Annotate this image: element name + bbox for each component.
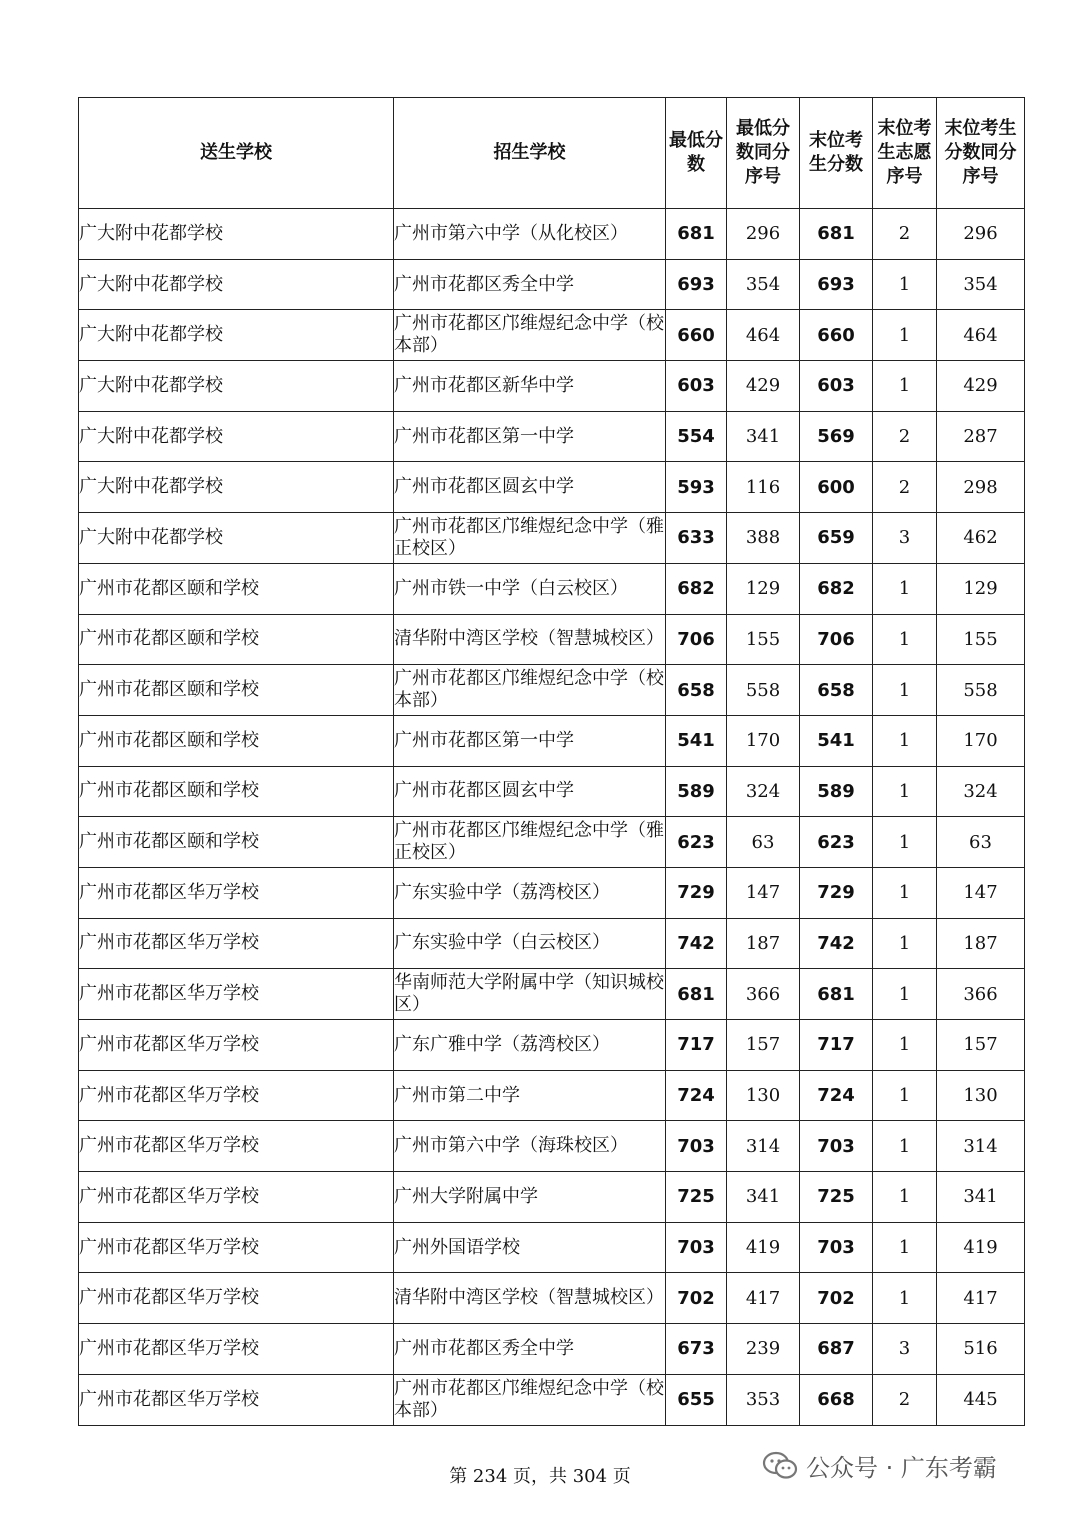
cell-send-school: 广大附中花都学校 — [79, 411, 394, 462]
cell-min-score: 703 — [666, 1121, 727, 1172]
cell-recv-school: 广州市花都区邝维煜纪念中学（校本部） — [394, 665, 666, 716]
cell-min-same-rank: 429 — [727, 361, 800, 412]
cell-recv-school: 广东实验中学（白云校区） — [394, 918, 666, 969]
cell-send-school: 广大附中花都学校 — [79, 462, 394, 513]
cell-last-same-rank: 354 — [937, 259, 1025, 310]
cell-last-score: 660 — [800, 310, 873, 361]
table-row — [79, 1020, 1025, 1071]
cell-last-score: 623 — [800, 817, 873, 868]
cell-last-same-rank: 429 — [937, 361, 1025, 412]
watermark-text: 公众号 · 广东考霸 — [806, 1454, 997, 1482]
cell-last-pref: 1 — [873, 766, 937, 817]
cell-min-same-rank: 341 — [727, 411, 800, 462]
cell-last-pref: 3 — [873, 1324, 937, 1375]
cell-send-school: 广州市花都区颐和学校 — [79, 665, 394, 716]
admission-table — [78, 97, 1025, 1426]
cell-min-score: 603 — [666, 361, 727, 412]
cell-recv-school: 广州市铁一中学（白云校区） — [394, 563, 666, 614]
cell-last-same-rank: 287 — [937, 411, 1025, 462]
table-row — [79, 1222, 1025, 1273]
header-send-school: 送生学校 — [79, 98, 394, 209]
cell-send-school: 广大附中花都学校 — [79, 361, 394, 412]
cell-recv-school: 广州市花都区第一中学 — [394, 411, 666, 462]
cell-last-same-rank: 558 — [937, 665, 1025, 716]
cell-last-score: 682 — [800, 563, 873, 614]
cell-recv-school: 广州市花都区邝维煜纪念中学（雅正校区） — [394, 817, 666, 868]
table-row — [79, 411, 1025, 462]
cell-min-same-rank: 341 — [727, 1172, 800, 1223]
cell-min-score: 682 — [666, 563, 727, 614]
table-row — [79, 766, 1025, 817]
cell-min-score: 706 — [666, 614, 727, 665]
cell-send-school: 广州市花都区华万学校 — [79, 1020, 394, 1071]
table-row — [79, 614, 1025, 665]
cell-min-same-rank: 353 — [727, 1374, 800, 1425]
watermark — [762, 1448, 997, 1483]
cell-min-score: 717 — [666, 1020, 727, 1071]
cell-last-pref: 1 — [873, 1222, 937, 1273]
table-row — [79, 1172, 1025, 1223]
table-header-row — [79, 98, 1025, 209]
cell-last-pref: 1 — [873, 1121, 937, 1172]
table-row — [79, 715, 1025, 766]
cell-last-pref: 1 — [873, 1020, 937, 1071]
cell-last-score: 725 — [800, 1172, 873, 1223]
cell-recv-school: 广州市花都区邝维煜纪念中学（校本部） — [394, 310, 666, 361]
cell-last-pref: 1 — [873, 1070, 937, 1121]
cell-send-school: 广州市花都区颐和学校 — [79, 766, 394, 817]
cell-send-school: 广州市花都区颐和学校 — [79, 563, 394, 614]
cell-min-same-rank: 558 — [727, 665, 800, 716]
cell-min-score: 742 — [666, 918, 727, 969]
cell-send-school: 广大附中花都学校 — [79, 209, 394, 260]
cell-last-score: 569 — [800, 411, 873, 462]
cell-recv-school: 广州市花都区秀全中学 — [394, 1324, 666, 1375]
cell-min-same-rank: 147 — [727, 867, 800, 918]
cell-min-score: 593 — [666, 462, 727, 513]
cell-send-school: 广大附中花都学校 — [79, 513, 394, 564]
cell-min-score: 633 — [666, 513, 727, 564]
cell-min-same-rank: 419 — [727, 1222, 800, 1273]
cell-recv-school: 广州外国语学校 — [394, 1222, 666, 1273]
header-last-score: 末位考生分数 — [800, 98, 873, 209]
table-row — [79, 969, 1025, 1020]
cell-recv-school: 广州市第二中学 — [394, 1070, 666, 1121]
cell-min-score: 554 — [666, 411, 727, 462]
cell-min-score: 673 — [666, 1324, 727, 1375]
table-row — [79, 1374, 1025, 1425]
cell-last-pref: 1 — [873, 817, 937, 868]
cell-last-same-rank: 155 — [937, 614, 1025, 665]
cell-last-pref: 3 — [873, 513, 937, 564]
table-row — [79, 1121, 1025, 1172]
cell-send-school: 广州市花都区华万学校 — [79, 1222, 394, 1273]
table-row — [79, 1324, 1025, 1375]
cell-min-same-rank: 187 — [727, 918, 800, 969]
cell-recv-school: 清华附中湾区学校（智慧城校区） — [394, 1273, 666, 1324]
cell-last-score: 703 — [800, 1121, 873, 1172]
header-min-same-rank: 最低分数同分序号 — [727, 98, 800, 209]
cell-min-score: 658 — [666, 665, 727, 716]
cell-last-score: 693 — [800, 259, 873, 310]
cell-min-same-rank: 366 — [727, 969, 800, 1020]
cell-recv-school: 广州市花都区第一中学 — [394, 715, 666, 766]
cell-min-score: 541 — [666, 715, 727, 766]
cell-last-score: 729 — [800, 867, 873, 918]
cell-send-school: 广州市花都区华万学校 — [79, 1324, 394, 1375]
cell-recv-school: 广州市花都区邝维煜纪念中学（雅正校区） — [394, 513, 666, 564]
cell-min-score: 681 — [666, 209, 727, 260]
cell-last-pref: 1 — [873, 715, 937, 766]
cell-last-same-rank: 298 — [937, 462, 1025, 513]
cell-last-same-rank: 417 — [937, 1273, 1025, 1324]
cell-recv-school: 广州市花都区圆玄中学 — [394, 462, 666, 513]
cell-last-score: 702 — [800, 1273, 873, 1324]
cell-min-score: 681 — [666, 969, 727, 1020]
table-row — [79, 563, 1025, 614]
cell-last-score: 589 — [800, 766, 873, 817]
table-row — [79, 1273, 1025, 1324]
cell-last-same-rank: 419 — [937, 1222, 1025, 1273]
cell-recv-school: 广州市花都区秀全中学 — [394, 259, 666, 310]
header-last-same-rank: 末位考生分数同分序号 — [937, 98, 1025, 209]
cell-last-score: 658 — [800, 665, 873, 716]
cell-last-same-rank: 366 — [937, 969, 1025, 1020]
cell-last-same-rank: 324 — [937, 766, 1025, 817]
cell-min-score: 623 — [666, 817, 727, 868]
table-row — [79, 462, 1025, 513]
cell-last-same-rank: 170 — [937, 715, 1025, 766]
cell-last-same-rank: 130 — [937, 1070, 1025, 1121]
cell-min-score: 703 — [666, 1222, 727, 1273]
cell-min-score: 702 — [666, 1273, 727, 1324]
cell-recv-school: 广东广雅中学（荔湾校区） — [394, 1020, 666, 1071]
cell-min-same-rank: 314 — [727, 1121, 800, 1172]
cell-send-school: 广州市花都区华万学校 — [79, 1172, 394, 1223]
cell-last-pref: 1 — [873, 259, 937, 310]
cell-last-same-rank: 296 — [937, 209, 1025, 260]
table-row — [79, 259, 1025, 310]
cell-last-same-rank: 341 — [937, 1172, 1025, 1223]
cell-min-score: 725 — [666, 1172, 727, 1223]
cell-min-same-rank: 157 — [727, 1020, 800, 1071]
cell-recv-school: 清华附中湾区学校（智慧城校区） — [394, 614, 666, 665]
cell-send-school: 广州市花都区华万学校 — [79, 969, 394, 1020]
cell-last-pref: 2 — [873, 462, 937, 513]
cell-min-same-rank: 116 — [727, 462, 800, 513]
cell-send-school: 广州市花都区华万学校 — [79, 867, 394, 918]
cell-last-pref: 1 — [873, 563, 937, 614]
header-min-score: 最低分数 — [666, 98, 727, 209]
header-recv-school: 招生学校 — [394, 98, 666, 209]
cell-recv-school: 广州市花都区圆玄中学 — [394, 766, 666, 817]
cell-send-school: 广州市花都区华万学校 — [79, 1070, 394, 1121]
cell-last-score: 668 — [800, 1374, 873, 1425]
table-row — [79, 361, 1025, 412]
cell-min-same-rank: 239 — [727, 1324, 800, 1375]
cell-recv-school: 广州大学附属中学 — [394, 1172, 666, 1223]
cell-min-same-rank: 417 — [727, 1273, 800, 1324]
cell-last-pref: 1 — [873, 310, 937, 361]
cell-recv-school: 华南师范大学附属中学（知识城校区） — [394, 969, 666, 1020]
cell-send-school: 广州市花都区华万学校 — [79, 1273, 394, 1324]
cell-send-school: 广州市花都区华万学校 — [79, 1121, 394, 1172]
cell-last-score: 603 — [800, 361, 873, 412]
header-last-pref: 末位考生志愿序号 — [873, 98, 937, 209]
page-number: 第 234 页，共 304 页 — [449, 1466, 631, 1487]
cell-last-score: 600 — [800, 462, 873, 513]
cell-send-school: 广大附中花都学校 — [79, 310, 394, 361]
cell-last-score: 706 — [800, 614, 873, 665]
cell-last-same-rank: 63 — [937, 817, 1025, 868]
cell-min-same-rank: 63 — [727, 817, 800, 868]
cell-last-pref: 2 — [873, 209, 937, 260]
cell-recv-school: 广州市花都区邝维煜纪念中学（校本部） — [394, 1374, 666, 1425]
cell-min-score: 724 — [666, 1070, 727, 1121]
cell-min-same-rank: 129 — [727, 563, 800, 614]
cell-send-school: 广大附中花都学校 — [79, 259, 394, 310]
cell-last-same-rank: 147 — [937, 867, 1025, 918]
cell-min-same-rank: 388 — [727, 513, 800, 564]
cell-last-pref: 1 — [873, 918, 937, 969]
cell-last-pref: 1 — [873, 1172, 937, 1223]
table-row — [79, 918, 1025, 969]
cell-last-score: 681 — [800, 209, 873, 260]
cell-min-same-rank: 130 — [727, 1070, 800, 1121]
cell-last-same-rank: 516 — [937, 1324, 1025, 1375]
cell-min-score: 693 — [666, 259, 727, 310]
cell-min-same-rank: 464 — [727, 310, 800, 361]
wechat-icon — [762, 1451, 798, 1481]
cell-min-score: 589 — [666, 766, 727, 817]
cell-last-pref: 2 — [873, 411, 937, 462]
cell-recv-school: 广州市第六中学（海珠校区） — [394, 1121, 666, 1172]
table-row — [79, 209, 1025, 260]
cell-min-score: 655 — [666, 1374, 727, 1425]
cell-last-same-rank: 445 — [937, 1374, 1025, 1425]
table-row — [79, 310, 1025, 361]
cell-last-score: 717 — [800, 1020, 873, 1071]
cell-send-school: 广州市花都区华万学校 — [79, 1374, 394, 1425]
cell-last-same-rank: 129 — [937, 563, 1025, 614]
cell-last-same-rank: 462 — [937, 513, 1025, 564]
cell-min-same-rank: 296 — [727, 209, 800, 260]
cell-last-score: 659 — [800, 513, 873, 564]
cell-last-same-rank: 157 — [937, 1020, 1025, 1071]
cell-last-score: 687 — [800, 1324, 873, 1375]
cell-min-same-rank: 354 — [727, 259, 800, 310]
table-row — [79, 1070, 1025, 1121]
cell-last-score: 742 — [800, 918, 873, 969]
cell-recv-school: 广州市第六中学（从化校区） — [394, 209, 666, 260]
cell-last-same-rank: 314 — [937, 1121, 1025, 1172]
table-row — [79, 867, 1025, 918]
cell-min-same-rank: 155 — [727, 614, 800, 665]
cell-last-same-rank: 464 — [937, 310, 1025, 361]
cell-last-pref: 1 — [873, 1273, 937, 1324]
cell-last-pref: 1 — [873, 665, 937, 716]
cell-last-pref: 1 — [873, 614, 937, 665]
table-row — [79, 513, 1025, 564]
cell-last-score: 681 — [800, 969, 873, 1020]
table-row — [79, 817, 1025, 868]
cell-send-school: 广州市花都区华万学校 — [79, 918, 394, 969]
cell-recv-school: 广东实验中学（荔湾校区） — [394, 867, 666, 918]
cell-last-score: 703 — [800, 1222, 873, 1273]
cell-last-pref: 1 — [873, 969, 937, 1020]
cell-last-score: 541 — [800, 715, 873, 766]
cell-min-score: 729 — [666, 867, 727, 918]
cell-min-same-rank: 324 — [727, 766, 800, 817]
cell-last-same-rank: 187 — [937, 918, 1025, 969]
cell-last-pref: 1 — [873, 867, 937, 918]
cell-last-score: 724 — [800, 1070, 873, 1121]
table-row — [79, 665, 1025, 716]
cell-last-pref: 2 — [873, 1374, 937, 1425]
cell-send-school: 广州市花都区颐和学校 — [79, 614, 394, 665]
cell-min-score: 660 — [666, 310, 727, 361]
cell-recv-school: 广州市花都区新华中学 — [394, 361, 666, 412]
cell-min-same-rank: 170 — [727, 715, 800, 766]
cell-send-school: 广州市花都区颐和学校 — [79, 715, 394, 766]
cell-send-school: 广州市花都区颐和学校 — [79, 817, 394, 868]
cell-last-pref: 1 — [873, 361, 937, 412]
